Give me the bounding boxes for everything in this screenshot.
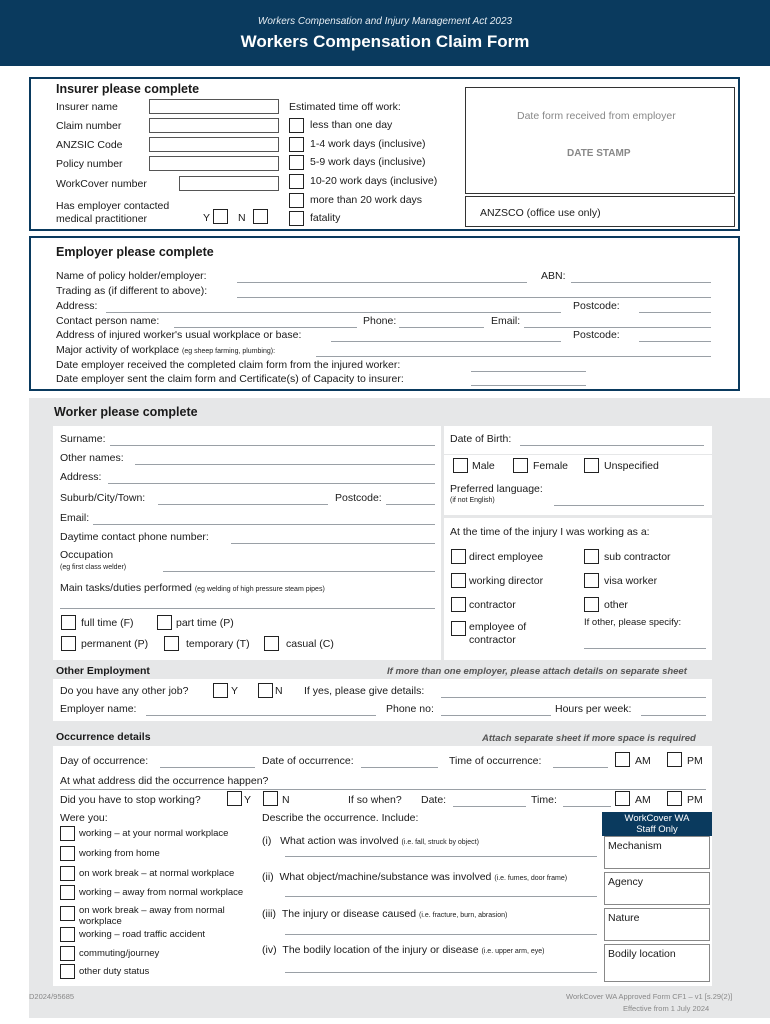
email-line[interactable] — [93, 524, 435, 525]
nature-box[interactable] — [604, 908, 710, 941]
trading-as-label: Trading as (if different to above): — [56, 285, 208, 297]
bodily-location-label: Bodily location — [608, 948, 676, 960]
mechanism-label: Mechanism — [608, 840, 662, 852]
contact-person-label: Contact person name: — [56, 315, 160, 327]
phone-line[interactable] — [399, 327, 484, 328]
occurrence-panel — [53, 746, 712, 986]
were-you-option: commuting/journey — [79, 948, 160, 959]
employer-section — [29, 236, 740, 391]
anzsco-label: ANZSCO (office use only) — [480, 207, 601, 219]
postcode-line[interactable] — [639, 312, 711, 313]
form-header — [0, 0, 770, 66]
address-line[interactable] — [106, 312, 561, 313]
anzsco-box — [465, 196, 735, 227]
staff-only-subtitle: Staff Only — [636, 824, 678, 835]
male-label: Male — [472, 460, 495, 472]
direct-employee-label: direct employee — [469, 551, 544, 563]
other-job-yes-label: Y — [231, 685, 239, 697]
worker-details-panel — [53, 426, 441, 660]
phone-label: Phone: — [363, 315, 397, 327]
act-subtitle: Workers Compensation and Injury Management Act 2023 — [257, 16, 513, 27]
were-you-checkbox[interactable] — [60, 846, 75, 861]
hours-line[interactable] — [641, 715, 706, 716]
main-tasks-line[interactable] — [60, 608, 435, 609]
employer-name-label: Employer name: — [60, 703, 137, 715]
worker-section — [29, 398, 770, 1018]
contacted-yes-label: Y — [203, 212, 211, 224]
surname-label: Surname: — [60, 433, 106, 445]
pm-checkbox[interactable] — [667, 752, 682, 767]
question-3: (iii) The injury or disease caused (i.e. fracture, burn, abrasion) — [262, 908, 508, 920]
date-received-label: Date employer received the completed claim form from the injured worker: — [56, 359, 401, 371]
policy-holder-label: Name of policy holder/employer: — [56, 270, 207, 282]
stop-working-no-checkbox[interactable] — [263, 791, 278, 806]
sub-contractor-label: sub contractor — [604, 551, 671, 563]
full-time-checkbox[interactable] — [61, 615, 76, 630]
pm-label: PM — [687, 755, 703, 767]
employer-name-line[interactable] — [146, 715, 376, 716]
were-you-checkbox[interactable] — [60, 927, 75, 942]
bodily-location-box[interactable] — [604, 944, 710, 982]
phone-label: Phone no: — [386, 703, 434, 715]
email-label: Email: — [491, 315, 521, 327]
address-label: At what address did the occurrence happen? — [60, 775, 269, 787]
day-line[interactable] — [160, 767, 255, 768]
were-you-option: on work break – away from normal — [79, 905, 225, 916]
gender-language-panel — [444, 455, 712, 515]
am-checkbox[interactable] — [615, 752, 630, 767]
preferred-language-line[interactable] — [554, 505, 704, 506]
occurrence-title: Occurrence details — [56, 731, 151, 743]
staff-only-title: WorkCover WA — [624, 813, 690, 824]
other-employment-panel — [53, 679, 712, 721]
phone-label: Daytime contact phone number: — [60, 531, 209, 543]
sub-contractor-checkbox[interactable] — [584, 549, 599, 564]
time-label: Time of occurrence: — [449, 755, 542, 767]
were-you-option: on work break – at normal workplace — [79, 868, 235, 879]
form-title: Workers Compensation Claim Form — [240, 32, 530, 51]
were-you-checkbox[interactable] — [60, 946, 75, 961]
working-director-label: working director — [469, 575, 544, 587]
casual-label: casual (C) — [286, 638, 334, 650]
working-as-panel — [444, 518, 712, 660]
permanent-label: permanent (P) — [81, 638, 149, 650]
stop-pm-label: PM — [687, 794, 703, 806]
insurer-section-title: Insurer please complete — [56, 82, 200, 96]
were-you-checkbox[interactable] — [60, 866, 75, 881]
suburb-line[interactable] — [158, 504, 328, 505]
working-director-checkbox[interactable] — [451, 573, 466, 588]
if-yes-label: If yes, please give details: — [304, 685, 425, 697]
stop-working-yes-label: Y — [244, 794, 252, 806]
anzsic-label: ANZSIC Code — [56, 139, 123, 151]
at-time-label: At the time of the injury I was working as a: — [450, 526, 650, 538]
temporary-label: temporary (T) — [186, 638, 250, 650]
question-3-line[interactable] — [285, 934, 597, 935]
were-you-checkbox[interactable] — [60, 885, 75, 900]
address-label: Address: — [60, 471, 102, 483]
trading-as-line[interactable] — [237, 297, 711, 298]
stop-pm-checkbox[interactable] — [667, 791, 682, 806]
permanent-checkbox[interactable] — [61, 636, 76, 651]
time-line[interactable] — [553, 767, 608, 768]
agency-label: Agency — [608, 876, 644, 888]
agency-box[interactable] — [604, 872, 710, 905]
workplace-address-label: Address of injured worker's usual workplace or base: — [56, 329, 302, 341]
time-off-label: Estimated time off work: — [289, 101, 401, 113]
insurer-name-field[interactable] — [149, 99, 279, 114]
policy-number-label: Policy number — [56, 158, 123, 170]
phone-line[interactable] — [231, 543, 435, 544]
occurrence-note: Attach separate sheet if more space is required — [482, 733, 696, 744]
workcover-number-field[interactable] — [179, 176, 279, 191]
insurer-name-label: Insurer name — [56, 101, 118, 113]
time-off-checkbox[interactable] — [289, 155, 304, 170]
were-you-option: other duty status — [79, 966, 150, 977]
full-time-label: full time (F) — [81, 617, 134, 629]
were-you-checkbox[interactable] — [60, 964, 75, 979]
dob-line[interactable] — [520, 445, 704, 446]
occupation-line[interactable] — [163, 571, 435, 572]
other-employment-note: If more than one employer, please attach details on separate sheet — [387, 666, 687, 677]
surname-line[interactable] — [110, 445, 435, 446]
contacted-label-2: medical practitioner — [56, 213, 148, 225]
female-label: Female — [533, 460, 569, 472]
claim-number-label: Claim number — [56, 120, 122, 132]
postcode-label: Postcode: — [573, 300, 620, 312]
time-off-checkbox[interactable] — [289, 193, 304, 208]
mechanism-box[interactable] — [604, 836, 710, 869]
time-off-option: 1-4 work days (inclusive) — [310, 138, 426, 150]
question-2-line[interactable] — [285, 896, 597, 897]
time-off-option: 10-20 work days (inclusive) — [310, 175, 438, 187]
question-4: (iv) The bodily location of the injury or disease (i.e. upper arm, eye) — [262, 944, 545, 956]
stop-working-label: Did you have to stop working? — [60, 794, 201, 806]
male-checkbox[interactable] — [453, 458, 468, 473]
phone-line[interactable] — [441, 715, 551, 716]
stop-date-line[interactable] — [453, 806, 526, 807]
describe-label: Describe the occurrence. Include: — [262, 812, 419, 824]
am-label: AM — [635, 755, 651, 767]
policy-number-field[interactable] — [149, 156, 279, 171]
suburb-label: Suburb/City/Town: — [60, 492, 146, 504]
workcover-number-label: WorkCover number — [56, 178, 147, 190]
other-names-label: Other names: — [60, 452, 124, 464]
date-stamp-label: DATE STAMP — [567, 148, 631, 159]
stop-working-no-label: N — [282, 794, 290, 806]
time-off-checkbox[interactable] — [289, 137, 304, 152]
other-job-no-label: N — [275, 685, 283, 697]
contacted-label-1: Has employer contacted — [56, 200, 170, 212]
date-stamp-box — [465, 87, 735, 194]
footer-form: WorkCover WA Approved Form CF1 – v1 [s.29(2)] — [566, 992, 733, 1001]
other-employment-title: Other Employment — [56, 665, 150, 677]
were-you-checkbox[interactable] — [60, 826, 75, 841]
were-you-option: working from home — [79, 848, 160, 859]
postcode2-line[interactable] — [639, 341, 711, 342]
time-off-option: 5-9 work days (inclusive) — [310, 156, 426, 168]
address-label: Address: — [56, 300, 98, 312]
other-job-label: Do you have any other job? — [60, 685, 189, 697]
if-so-when-label: If so when? — [348, 794, 402, 806]
stop-time-line[interactable] — [563, 806, 611, 807]
time-off-checkbox[interactable] — [289, 174, 304, 189]
occupation-hint: (eg first class welder) — [60, 564, 127, 571]
casual-checkbox[interactable] — [264, 636, 279, 651]
were-you-option: working – away from normal workplace — [79, 887, 244, 898]
time-off-option: fatality — [310, 212, 341, 224]
address-line[interactable] — [108, 483, 435, 484]
stop-am-checkbox[interactable] — [615, 791, 630, 806]
if-not-english-hint: (if not English) — [450, 497, 495, 504]
employee-of-contractor-label: employee of — [469, 621, 527, 633]
contractor-checkbox[interactable] — [451, 597, 466, 612]
if-other-line[interactable] — [584, 648, 706, 649]
temporary-checkbox[interactable] — [164, 636, 179, 651]
visa-worker-checkbox[interactable] — [584, 573, 599, 588]
footer-effective: Effective from 1 July 2024 — [623, 1004, 710, 1013]
contacted-yes-checkbox[interactable] — [213, 209, 228, 224]
date-line[interactable] — [361, 767, 438, 768]
preferred-language-label: Preferred language: — [450, 483, 543, 495]
time-off-checkbox[interactable] — [289, 118, 304, 133]
postcode-line[interactable] — [386, 504, 435, 505]
abn-label: ABN: — [541, 270, 566, 282]
contractor-label: contractor — [469, 599, 516, 611]
unspecified-label: Unspecified — [604, 460, 659, 472]
stop-working-yes-checkbox[interactable] — [227, 791, 242, 806]
major-activity-label: Major activity of workplace (eg sheep farming, plumbing): — [56, 344, 276, 356]
date-sent-line[interactable] — [471, 385, 586, 386]
contact-person-line[interactable] — [174, 327, 357, 328]
employer-section-title: Employer please complete — [56, 245, 214, 259]
claim-number-field[interactable] — [149, 118, 279, 133]
date-received-label: Date form received from employer — [517, 110, 676, 122]
nature-label: Nature — [608, 912, 640, 924]
unspecified-checkbox[interactable] — [584, 458, 599, 473]
were-you-option: working – at your normal workplace — [79, 828, 229, 839]
stop-am-label: AM — [635, 794, 651, 806]
time-off-checkbox[interactable] — [289, 211, 304, 226]
other-checkbox[interactable] — [584, 597, 599, 612]
question-1-line[interactable] — [285, 856, 597, 857]
if-other-label: If other, please specify: — [584, 617, 682, 628]
postcode2-label: Postcode: — [573, 329, 620, 341]
part-time-checkbox[interactable] — [157, 615, 172, 630]
footer-code: D2024/95685 — [29, 992, 75, 1001]
other-job-yes-checkbox[interactable] — [213, 683, 228, 698]
time-off-option: more than 20 work days — [310, 194, 423, 206]
stop-date-label: Date: — [421, 794, 447, 806]
were-you-option: working – road traffic accident — [79, 929, 206, 940]
date-sent-label: Date employer sent the claim form and Certificate(s) of Capacity to insurer: — [56, 373, 404, 385]
other-job-no-checkbox[interactable] — [258, 683, 273, 698]
main-tasks-label: Main tasks/duties performed (eg welding of high pressure steam pipes) — [60, 582, 325, 594]
were-you-option-cont: workplace — [79, 916, 122, 927]
hours-label: Hours per week: — [555, 703, 632, 715]
contacted-no-checkbox[interactable] — [253, 209, 268, 224]
were-you-checkbox[interactable] — [60, 906, 75, 921]
employee-of-contractor-checkbox[interactable] — [451, 621, 466, 636]
address-line[interactable] — [60, 789, 706, 790]
occupation-label: Occupation — [60, 549, 114, 561]
female-checkbox[interactable] — [513, 458, 528, 473]
direct-employee-checkbox[interactable] — [451, 549, 466, 564]
part-time-label: part time (P) — [176, 617, 234, 629]
if-yes-line[interactable] — [441, 697, 706, 698]
visa-worker-label: visa worker — [604, 575, 658, 587]
question-1: (i) What action was involved (i.e. fall, struck by object) — [262, 835, 479, 847]
employee-of-contractor-label-2: contractor — [469, 634, 516, 646]
stop-time-label: Time: — [531, 794, 557, 806]
question-4-line[interactable] — [285, 972, 597, 973]
major-activity-line[interactable] — [316, 356, 711, 357]
dob-panel — [444, 426, 712, 454]
other-names-line[interactable] — [135, 464, 435, 465]
insurer-section — [29, 77, 740, 231]
dob-label: Date of Birth: — [450, 433, 512, 445]
postcode-label: Postcode: — [335, 492, 382, 504]
contacted-no-label: N — [238, 212, 246, 224]
question-2: (ii) What object/machine/substance was involved (i.e. fumes, door frame) — [262, 871, 568, 883]
policy-holder-line[interactable] — [237, 282, 527, 283]
date-received-line[interactable] — [471, 371, 586, 372]
other-label: other — [604, 599, 628, 611]
abn-line[interactable] — [571, 282, 711, 283]
anzsic-field[interactable] — [149, 137, 279, 152]
workplace-address-line[interactable] — [331, 341, 561, 342]
were-you-label: Were you: — [60, 812, 108, 824]
day-label: Day of occurrence: — [60, 755, 149, 767]
email-label: Email: — [60, 512, 90, 524]
time-off-option: less than one day — [310, 119, 393, 131]
worker-section-title: Worker please complete — [54, 405, 198, 419]
date-label: Date of occurrence: — [262, 755, 354, 767]
staff-only-header — [602, 812, 712, 836]
email-line[interactable] — [524, 327, 711, 328]
